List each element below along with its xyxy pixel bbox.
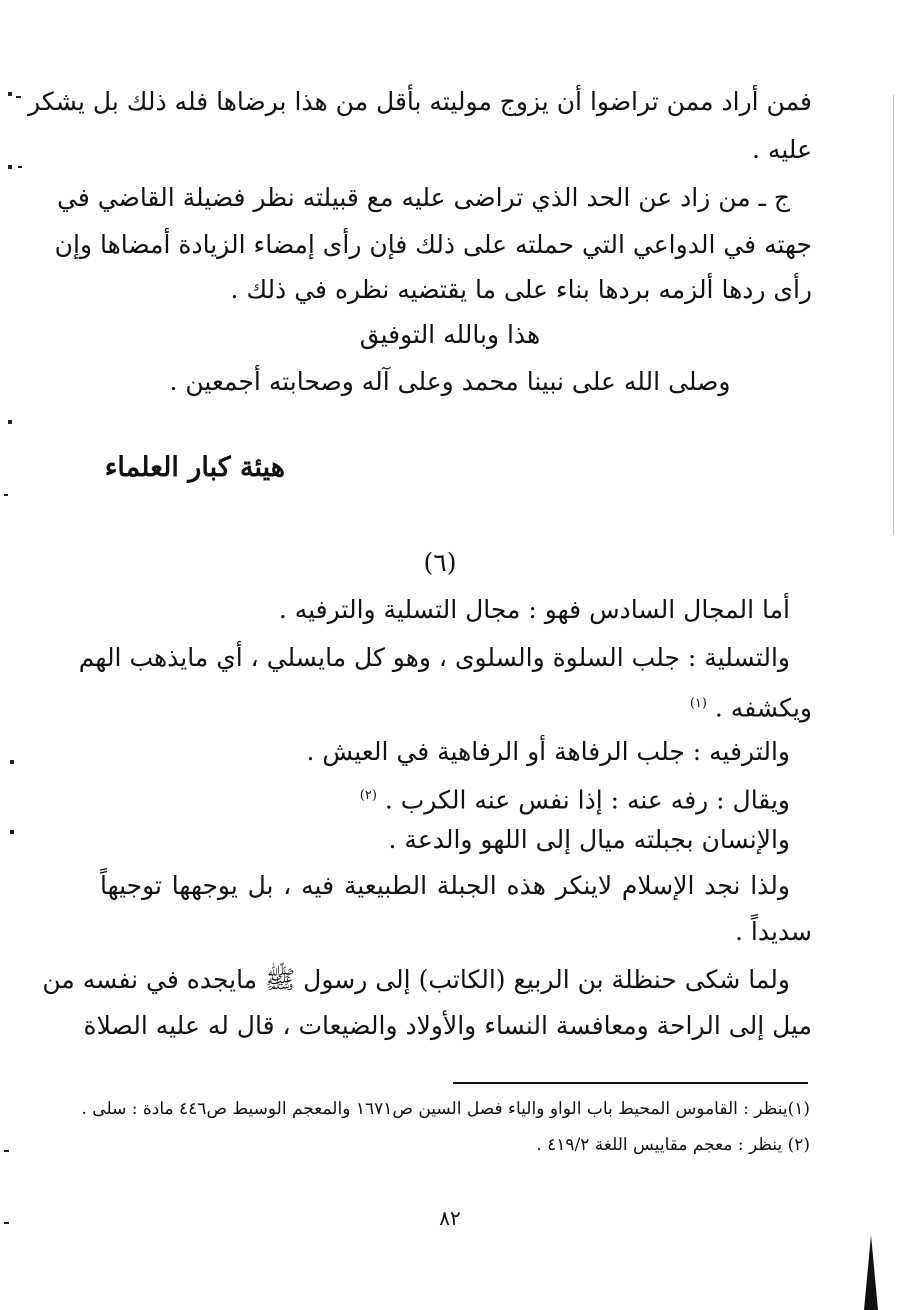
closing-line-1: هذا وبالله التوفيق xyxy=(359,320,541,349)
paragraph-2-line-3: رأى ردها ألزمه بردها بناء على ما يقتضيه نظره في ذلك . xyxy=(230,275,812,304)
page-fold-line xyxy=(893,95,894,535)
scan-edge-shadow xyxy=(864,1235,878,1310)
body-line-5-text: ويقال : رفه عنه : إذا نفس عنه الكرب . xyxy=(384,785,790,815)
paragraph-1-line-1: فمن أراد ممن تراضوا أن يزوج موليته بأقل من هذا برضاها فله ذلك بل يشكر xyxy=(28,87,812,116)
closing-line-2: وصلى الله على نبينا محمد وعلى آله وصحابته أجمعين . xyxy=(169,367,731,396)
body-line-6: والإنسان بجبلته ميال إلى اللهو والدعة . xyxy=(388,825,790,854)
section-number: (٦) xyxy=(423,548,457,577)
body-line-5 xyxy=(100,778,790,818)
paragraph-2-line-1: ج ـ من زاد عن الحد الذي تراضى عليه مع قبيلته نظر فضيلة القاضي في xyxy=(57,183,790,212)
body-line-3 xyxy=(100,686,812,726)
paragraph-1-line-2: عليه . xyxy=(751,135,812,164)
body-line-2: والتسلية : جلب السلوة والسلوى ، وهو كل مايسلي ، أي مايذهب الهم xyxy=(78,643,790,672)
footnote-1: (١)ينظر : القاموس المحيط باب الواو والياء فصل السين ص١٦٧١ والمعجم الوسيط ص٤٤٦ مادة : سلى . xyxy=(81,1099,810,1119)
body-line-1: أما المجال السادس فهو : مجال التسلية والترفيه . xyxy=(278,595,790,624)
body-line-7: ولذا نجد الإسلام لاينكر هذه الجبلة الطبيعية فيه ، بل يوجهها توجيهاً xyxy=(100,871,790,900)
body-line-8: سديداً . xyxy=(735,917,812,946)
footnote-ref-1: (١) xyxy=(689,696,707,711)
authority-heading: هيئة كبار العلماء xyxy=(104,452,285,483)
footnote-ref-2: (٢) xyxy=(359,788,377,803)
body-line-3-text: ويكشفه . xyxy=(714,693,812,723)
footnote-separator xyxy=(453,1082,808,1084)
body-line-10: ميل إلى الراحة ومعافسة النساء والأولاد والضيعات ، قال له عليه الصلاة xyxy=(83,1011,812,1040)
body-line-9: ولما شكى حنظلة بن الربيع (الكاتب) إلى رسول ﷺ مايجده في نفسه من xyxy=(42,965,790,994)
body-line-4: والترفيه : جلب الرفاهة أو الرفاهية في العيش . xyxy=(306,737,790,766)
footnote-2: (٢) ينظر : معجم مقاييس اللغة ٤١٩/٢ . xyxy=(536,1135,810,1155)
paragraph-2-line-2: جهته في الدواعي التي حملته على ذلك فإن رأى إمضاء الزيادة أمضاها وإن xyxy=(54,230,812,259)
page-number: ٨٢ xyxy=(439,1206,461,1230)
